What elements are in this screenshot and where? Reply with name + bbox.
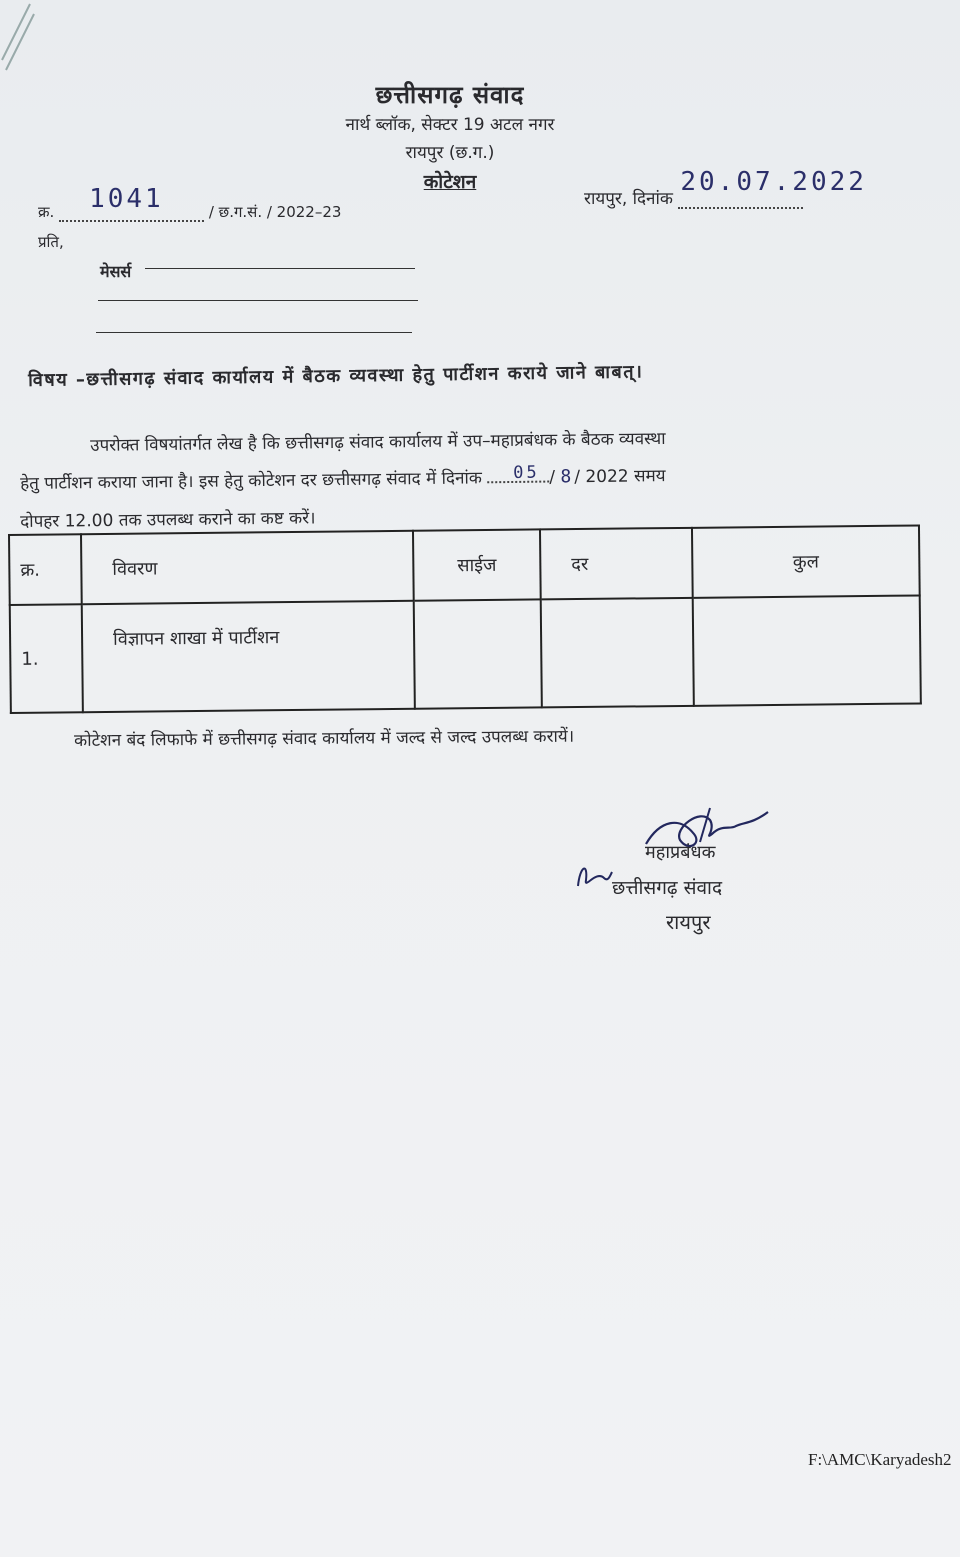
signatory-org: छत्तीसगढ़ संवाद [612, 877, 723, 899]
quotation-table [8, 524, 922, 714]
col-sr: क्र. [9, 534, 82, 605]
date-value: 20.07.2022 [680, 167, 867, 197]
col-rate: दर [540, 528, 693, 600]
paper-edge-mark [0, 0, 40, 80]
org-address: नार्थ ब्लॉक, सेक्टर 19 अटल नगर [345, 115, 555, 135]
table-row [10, 595, 921, 713]
ref-number-field [59, 184, 204, 222]
closing-note: कोटेशन बंद लिफाफे में छत्तीसगढ़ संवाद कार्यालय में जल्द से जल्द उपलब्ध करायें। [74, 726, 575, 751]
col-description: विवरण [81, 531, 414, 604]
messrs-label: मेसर्स [100, 262, 132, 281]
col-size: साईज [413, 529, 541, 600]
day-field [487, 462, 549, 484]
date-field [678, 167, 867, 209]
ref-number: 1041 [89, 184, 164, 214]
cell-description: विज्ञापन शाखा में पार्टीशन [82, 601, 415, 712]
footer-file-path: F:\AMC\Karyadesh2 [808, 1450, 952, 1469]
cell-size [414, 599, 542, 708]
month-value: 8 [560, 466, 575, 488]
cell-sr: 1. [10, 604, 83, 713]
addressee-line-1 [145, 268, 415, 269]
ref-line [38, 184, 342, 222]
place-date-label: रायपुर, दिनांक [584, 189, 673, 209]
body-line-2: हेतु पार्टीशन कराया जाना है। इस हेतु कोटेशन दर छत्तीसगढ़ संवाद में दिनांक 05 / 8/ 2022 समय [20, 458, 666, 502]
body-line-2-text: हेतु पार्टीशन कराया जाना है। इस हेतु कोटेशन दर छत्तीसगढ़ संवाद में दिनांक [20, 468, 483, 494]
addressee-line-2 [98, 300, 418, 301]
body-line-3: दोपहर 12.00 तक उपलब्ध कराने का कष्ट करें। [20, 508, 316, 532]
ref-prefix: क्र. [38, 203, 55, 221]
signatory-city: रायपुर [666, 910, 711, 934]
org-city: रायपुर (छ.ग.) [405, 143, 495, 163]
doc-type-heading: कोटेशन [423, 171, 477, 193]
cell-total [693, 595, 921, 705]
body-line-1: उपरोक्त विषयांतर्गत लेख है कि छत्तीसगढ़ संवाद कार्यालय में उप–महाप्रबंधक के बैठक व्यवस्था [90, 428, 666, 456]
org-title: छत्तीसगढ़ संवाद [375, 81, 525, 109]
col-total: कुल [692, 525, 920, 597]
initials-scribble [574, 856, 614, 896]
body-line-2-end: 2022 समय [585, 466, 666, 488]
table-header-row [9, 525, 920, 605]
prati-label: प्रति, [38, 233, 64, 251]
day-value: 05 [513, 462, 540, 483]
signatory-designation: महाप्रबंधक [645, 842, 716, 863]
place-date-line [584, 167, 867, 209]
addressee-line-3 [96, 332, 412, 333]
subject-line: विषय –छत्तीसगढ़ संवाद कार्यालय में बैठक व्यवस्था हेतु पार्टीशन कराये जाने बाबत्। [28, 361, 644, 391]
cell-rate [541, 598, 694, 708]
ref-suffix: / छ.ग.सं. / 2022–23 [208, 203, 342, 221]
